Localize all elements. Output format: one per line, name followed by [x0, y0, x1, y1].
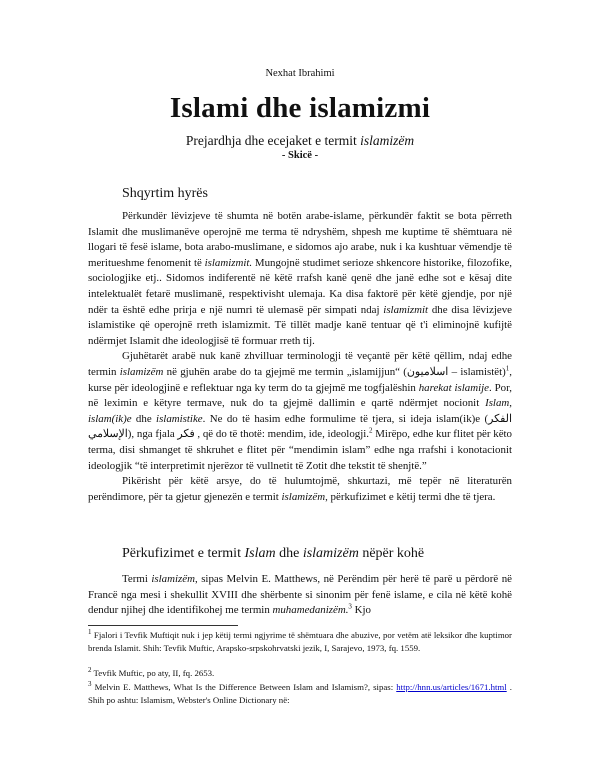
author-name: Nexhat Ibrahimi	[265, 68, 335, 79]
footnote-ref: 1	[505, 364, 510, 373]
paragraph: Gjuhëtarët arabë nuk kanë zhvilluar terminologji të veçantë për këtë qëllim, ndaj edhe termin islamizëm në gjuhën arabe do ta gjejmë me termin „islamijjun“ (اسلاميون – islamistët)$^1$, kurse për ideologjinë e reflektuar nga ky term do ta gjejmë me togfjalëshin harekat islamije. Por, në leximin e këtyre termave, nuk do ta gjejmë dallimin e qartë ndërmjet nocionit Islam, islam(ik)e dhe islamistike. Ne do të hasim edhe formulime të tjera, si ideja islam(ik)e (الفكر الإسلامي), nga fjala فكر , që do të thotë: mendim, ide, ideologji.$^2$ Mirëpo, edhe kur flitet për këto terma, disi shmanget të shkruhet e flitet për “mendimin islam” edhe nga rrafshi i konotacionit ideologjik “të interpretimit njerëzor të vullnetit të Zotit dhe tekstit të shenjtë.”	[88, 350, 513, 472]
section-definitions-body	[88, 572, 512, 619]
sketch-label: - Skicë -	[281, 150, 319, 161]
footnote-separator	[88, 625, 238, 626]
paragraph: Pikërisht për këtë arsye, do të hulumtojmë, shkurtazi, më tepër në literaturën perëndimore, për ta gjetur gjenezën e termit islamizëm, përkufizimet e këtij termi dhe të tjera.	[88, 475, 512, 503]
paragraph: Përkundër lëvizjeve të shumta në botën arabe-islame, përkundër faktit se bota përreth Islamit dhe muslimanëve operojnë me terma të ndryshëm, shpesh me kuptime të shëmtuara në llogari të fesë islame, bota arabo-muslimane, e sidomos ajo arabe, nuk i ka kushtuar vëmendje të meritueshme fenomenit të islamizmit. Mungojnë studimet serioze shkencore historike, filozofike, sociologjike etj.. Sidomos indiferentë në këtë rrafsh kanë qenë dhe janë edhe sot e kësaj dite intelektualët fetarë muslimanë, respektivisht ulemaja. Ka disa faktorë për këtë gjendje, por një ndër ta është edhe prirja e një numri të ulemasë për simpati ndaj islamizmit dhe disa lëvizjeve islamistike që operojnë rreth islamizmit. Të tillët madje kanë tentuar që t'i eliminojnë kufijtë ndërmjet Islamit dhe ideologjisë të formuar rreth tij.	[88, 210, 512, 347]
section-intro-body	[88, 209, 512, 505]
footnote-ref: 2	[369, 426, 373, 435]
section-heading-intro: Shqyrtim hyrës	[122, 186, 208, 201]
document-subtitle	[0, 133, 600, 149]
subtitle-italic: islamizëm	[360, 133, 415, 148]
footnote-1: $^1$ Fjalori i Tevfik Muftiqit nuk i jep këtij termi ngjyrime të shëmtuara dhe abuzive, por vetëm atë leksikor dhe kuptimor brenda Islamit. Shih: Tevfik Muftic, Arapsko-srpskohrvatski jezik, I, Sarajevo, 1973, fq. 1559.	[88, 628, 512, 653]
document-title: Islami dhe islamizmi	[169, 92, 431, 124]
footnote-2: $^2$ Tevfik Muftic, po aty, II, fq. 2653.	[88, 666, 215, 678]
footnote-ref: 3	[348, 602, 352, 611]
subtitle-text: Prejardhja dhe ecejaket e termit	[185, 133, 361, 148]
paragraph: Termi islamizëm, sipas Melvin E. Matthews, në Perëndim për herë të parë u përdorë në Francë nga mesi i shekullit XVIII dhe shërbente si sinonim për fenë islame, e cila në këtë kohë dendur njihej dhe identifikohej me termin muhamedanizëm.$^3$ Kjo	[88, 573, 512, 617]
section-heading-definitions: Përkufizimet e termit Islam dhe islamizëm nëpër kohë	[122, 546, 425, 561]
footnote-link[interactable]: http://hnn.us/articles/1671.html	[396, 682, 507, 692]
footnote-3: $^3$ Melvin E. Matthews, What Is the Difference Between Islam and Islamism?, sipas: http://hnn.us/articles/1671.html . Shih po ashtu: Islamism, Webster's Online Dictionary në:	[88, 680, 512, 705]
